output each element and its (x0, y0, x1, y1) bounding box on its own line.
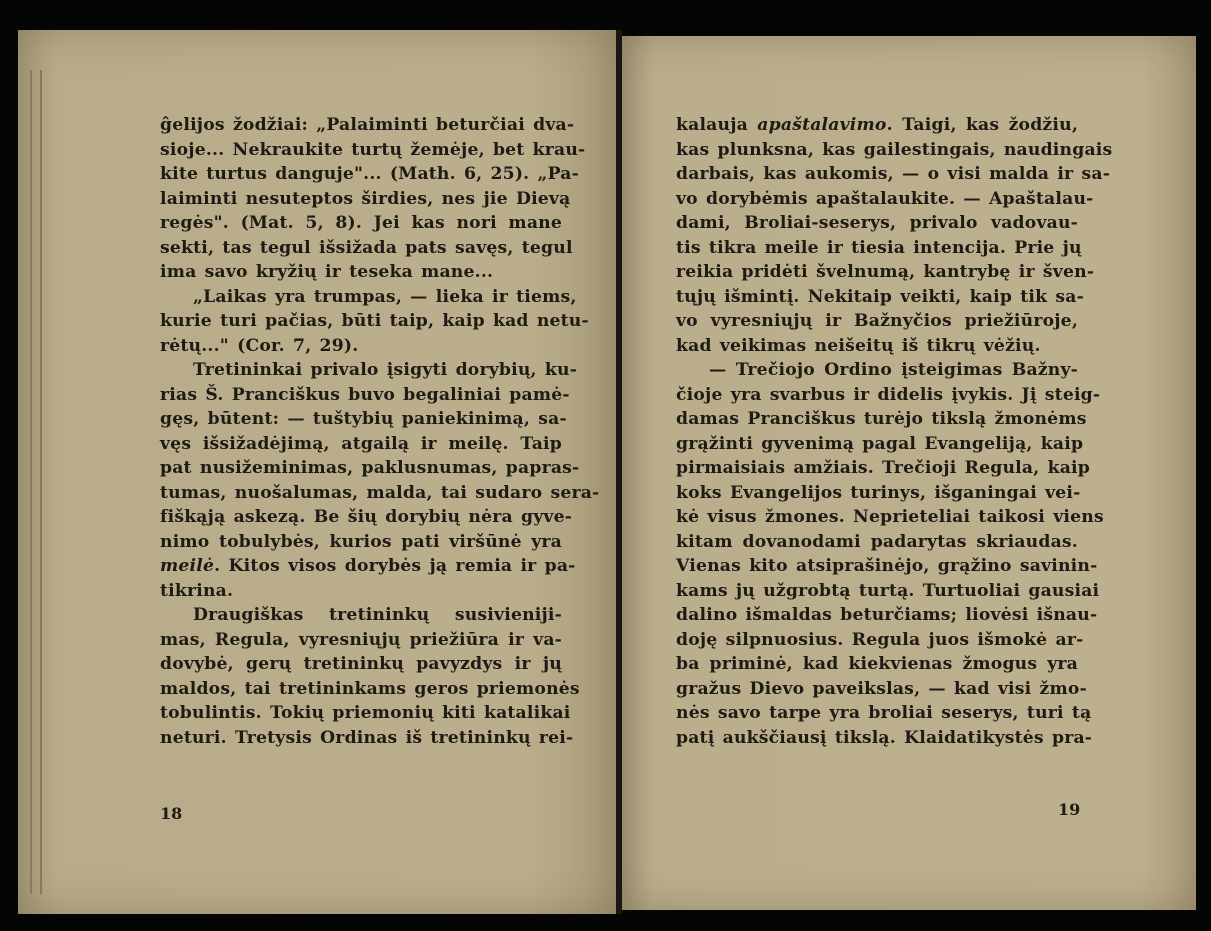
text-segment: pat nusižeminimas, paklusnumas, papras- (160, 458, 580, 478)
text-segment: maldos, tai tretininkams geros priemonės (160, 678, 580, 699)
text-segment: kams jų užgrobtą turtą. Turtuoliai gausiai (676, 580, 1100, 601)
text-line (160, 628, 562, 653)
text-line (676, 162, 1111, 187)
text-segment: pirmaisiais amžiais. Trečioji Regula, kaip (676, 458, 1090, 478)
text-line (160, 383, 570, 408)
text-line (676, 456, 1090, 481)
text-line (676, 334, 1078, 359)
text-segment: darbais, kas aukomis, — o visi malda ir sa- (676, 164, 1111, 184)
text-line (160, 113, 575, 138)
italic-text: meilė (160, 556, 215, 576)
text-segment: kitam dovanodami padarytas skriaudas. (676, 531, 1078, 552)
text-segment: ĝelijos žodžiai: „Palaiminti beturčiai dva- (160, 115, 575, 135)
text-segment: vęs išsižadėjimą, atgailą ir meilę. Taip (160, 433, 562, 454)
text-segment: doję silpnuosius. Regula juos išmokė ar- (676, 629, 1084, 650)
text-line (676, 432, 1084, 457)
text-line (160, 701, 571, 726)
text-line (676, 530, 1078, 555)
text-line (160, 456, 580, 481)
text-line (160, 334, 562, 359)
text-segment: rias Š. Pranciškus buvo begaliniai pamė- (160, 384, 570, 405)
text-segment: — Trečiojo Ordino įsteigimas Bažny- (709, 360, 1078, 380)
text-segment: grąžinti gyvenimą pagal Evangeliją, kaip (676, 433, 1084, 454)
text-line (676, 554, 1098, 579)
text-line (160, 162, 579, 187)
right-page-text (676, 113, 1113, 750)
text-segment: tis tikra meile ir tiesia intencija. Prie jų (676, 237, 1082, 258)
text-segment: vo vyresniųjų ir Bažnyčios priežiūroje, (676, 311, 1078, 331)
text-line (676, 138, 1113, 163)
text-line (160, 236, 573, 261)
text-line (676, 652, 1078, 677)
text-line (160, 505, 573, 530)
text-line (676, 677, 1087, 702)
text-segment: Vienas kito atsiprašinėjo, grąžino savinin- (676, 556, 1098, 576)
text-line (676, 579, 1100, 604)
text-line (160, 677, 580, 702)
text-line (160, 358, 578, 383)
text-line (160, 432, 562, 457)
text-segment: rėtų..." (Cor. 7, 29). (160, 335, 359, 356)
text-line (676, 236, 1082, 261)
text-line (676, 481, 1081, 506)
text-line (676, 383, 1101, 408)
text-segment: fiškąją askezą. Be šių dorybių nėra gyve- (160, 507, 573, 527)
text-segment: dami, Broliai-seserys, privalo vadovau- (676, 213, 1078, 233)
text-segment: reikia pridėti švelnumą, kantrybę ir šven- (676, 262, 1095, 282)
text-line (160, 554, 576, 579)
text-line (676, 358, 1078, 383)
text-segment: „Laikas yra trumpas, — lieka ir tiems, (193, 286, 577, 307)
italic-text: apaštalavimo (757, 115, 887, 135)
text-segment: nės savo tarpe yra broliai seserys, turi tą (676, 703, 1092, 723)
text-segment: Tretininkai privalo įsigyti dorybių, ku- (193, 360, 578, 380)
text-segment: kurie turi pačias, būti taip, kaip kad netu- (160, 311, 589, 331)
text-line (160, 138, 586, 163)
text-segment: patį aukščiausį tikslą. Klaidatikystės pra- (676, 727, 1093, 748)
text-line (676, 603, 1098, 628)
text-line (676, 701, 1092, 726)
text-line (160, 309, 589, 334)
text-segment: damas Pranciškus turėjo tikslą žmonėms (676, 409, 1087, 429)
text-line (160, 285, 577, 310)
page-number-left: 18 (160, 804, 183, 823)
text-segment: gražus Dievo paveikslas, — kad visi žmo- (676, 678, 1087, 699)
text-segment: ima savo kryžių ir teseka mane... (160, 262, 494, 282)
text-segment: kad veikimas neišeitų iš tikrų vėžių. (676, 335, 1041, 356)
text-line (676, 187, 1094, 212)
text-line (676, 505, 1104, 530)
text-line (160, 407, 567, 432)
text-segment: nimo tobulybės, kurios pati viršūnė yra (160, 531, 562, 552)
text-segment: mas, Regula, vyresniųjų priežiūra ir va- (160, 629, 562, 650)
text-line (160, 187, 571, 212)
text-line (676, 211, 1078, 236)
text-segment: Draugiškas tretininkų susivieniji- (193, 605, 562, 625)
text-segment: kas plunksna, kas gailestingais, naudingais (676, 139, 1113, 160)
left-page-text (160, 113, 600, 750)
text-segment: ba priminė, kad kiekvienas žmogus yra (676, 654, 1078, 674)
text-line (160, 579, 562, 604)
text-line (676, 285, 1084, 310)
text-line (160, 726, 574, 751)
text-segment: neturi. Tretysis Ordinas iš tretininkų rei- (160, 727, 574, 748)
text-segment: regės". (Mat. 5, 8). Jei kas nori mane (160, 213, 562, 233)
page-edge (40, 70, 42, 894)
text-line (676, 407, 1087, 432)
text-line (676, 113, 1078, 138)
text-segment: kite turtus danguje"... (Math. 6, 25). „Pa- (160, 164, 579, 184)
text-segment: kalauja (676, 115, 758, 135)
text-segment: vo dorybėmis apaštalaukite. — Apaštalau- (676, 188, 1094, 209)
text-line (676, 309, 1078, 334)
text-line (676, 726, 1093, 751)
text-segment: sioje... Nekraukite turtų žemėje, bet krau- (160, 139, 586, 160)
text-segment: dovybė, gerų tretininkų pavyzdys ir jų (160, 654, 562, 674)
text-segment: . Kitos visos dorybės ją remia ir pa- (214, 556, 576, 576)
page-number-right: 19 (1058, 800, 1081, 819)
text-segment: gęs, būtent: — tuštybių paniekinimą, sa- (160, 409, 567, 429)
text-line (160, 530, 562, 555)
text-segment: koks Evangelijos turinys, išganingai vei- (676, 482, 1081, 503)
text-segment: tųjų išmintį. Nekitaip veikti, kaip tik sa- (676, 286, 1084, 307)
text-line (160, 481, 600, 506)
text-segment: kė visus žmones. Neprieteliai taikosi viens (676, 507, 1104, 527)
text-segment: čioje yra svarbus ir didelis įvykis. Jį steig- (676, 384, 1101, 405)
text-line (676, 260, 1095, 285)
text-line (160, 652, 562, 677)
text-line (160, 260, 562, 285)
text-segment: . Taigi, kas žodžiu, (886, 115, 1078, 135)
text-segment: laiminti nesuteptos širdies, nes jie Dievą (160, 188, 571, 209)
text-line (160, 211, 562, 236)
text-segment: dalino išmaldas beturčiams; liovėsi išnau- (676, 605, 1098, 625)
page-edge (30, 70, 32, 894)
text-segment: tobulintis. Tokių priemonių kiti katalikai (160, 703, 571, 723)
text-segment: tumas, nuošalumas, malda, tai sudaro sera- (160, 482, 600, 503)
text-line (676, 628, 1084, 653)
text-segment: tikrina. (160, 580, 234, 601)
text-segment: sekti, tas tegul išsižada pats savęs, tegul (160, 237, 573, 258)
text-line (160, 603, 562, 628)
